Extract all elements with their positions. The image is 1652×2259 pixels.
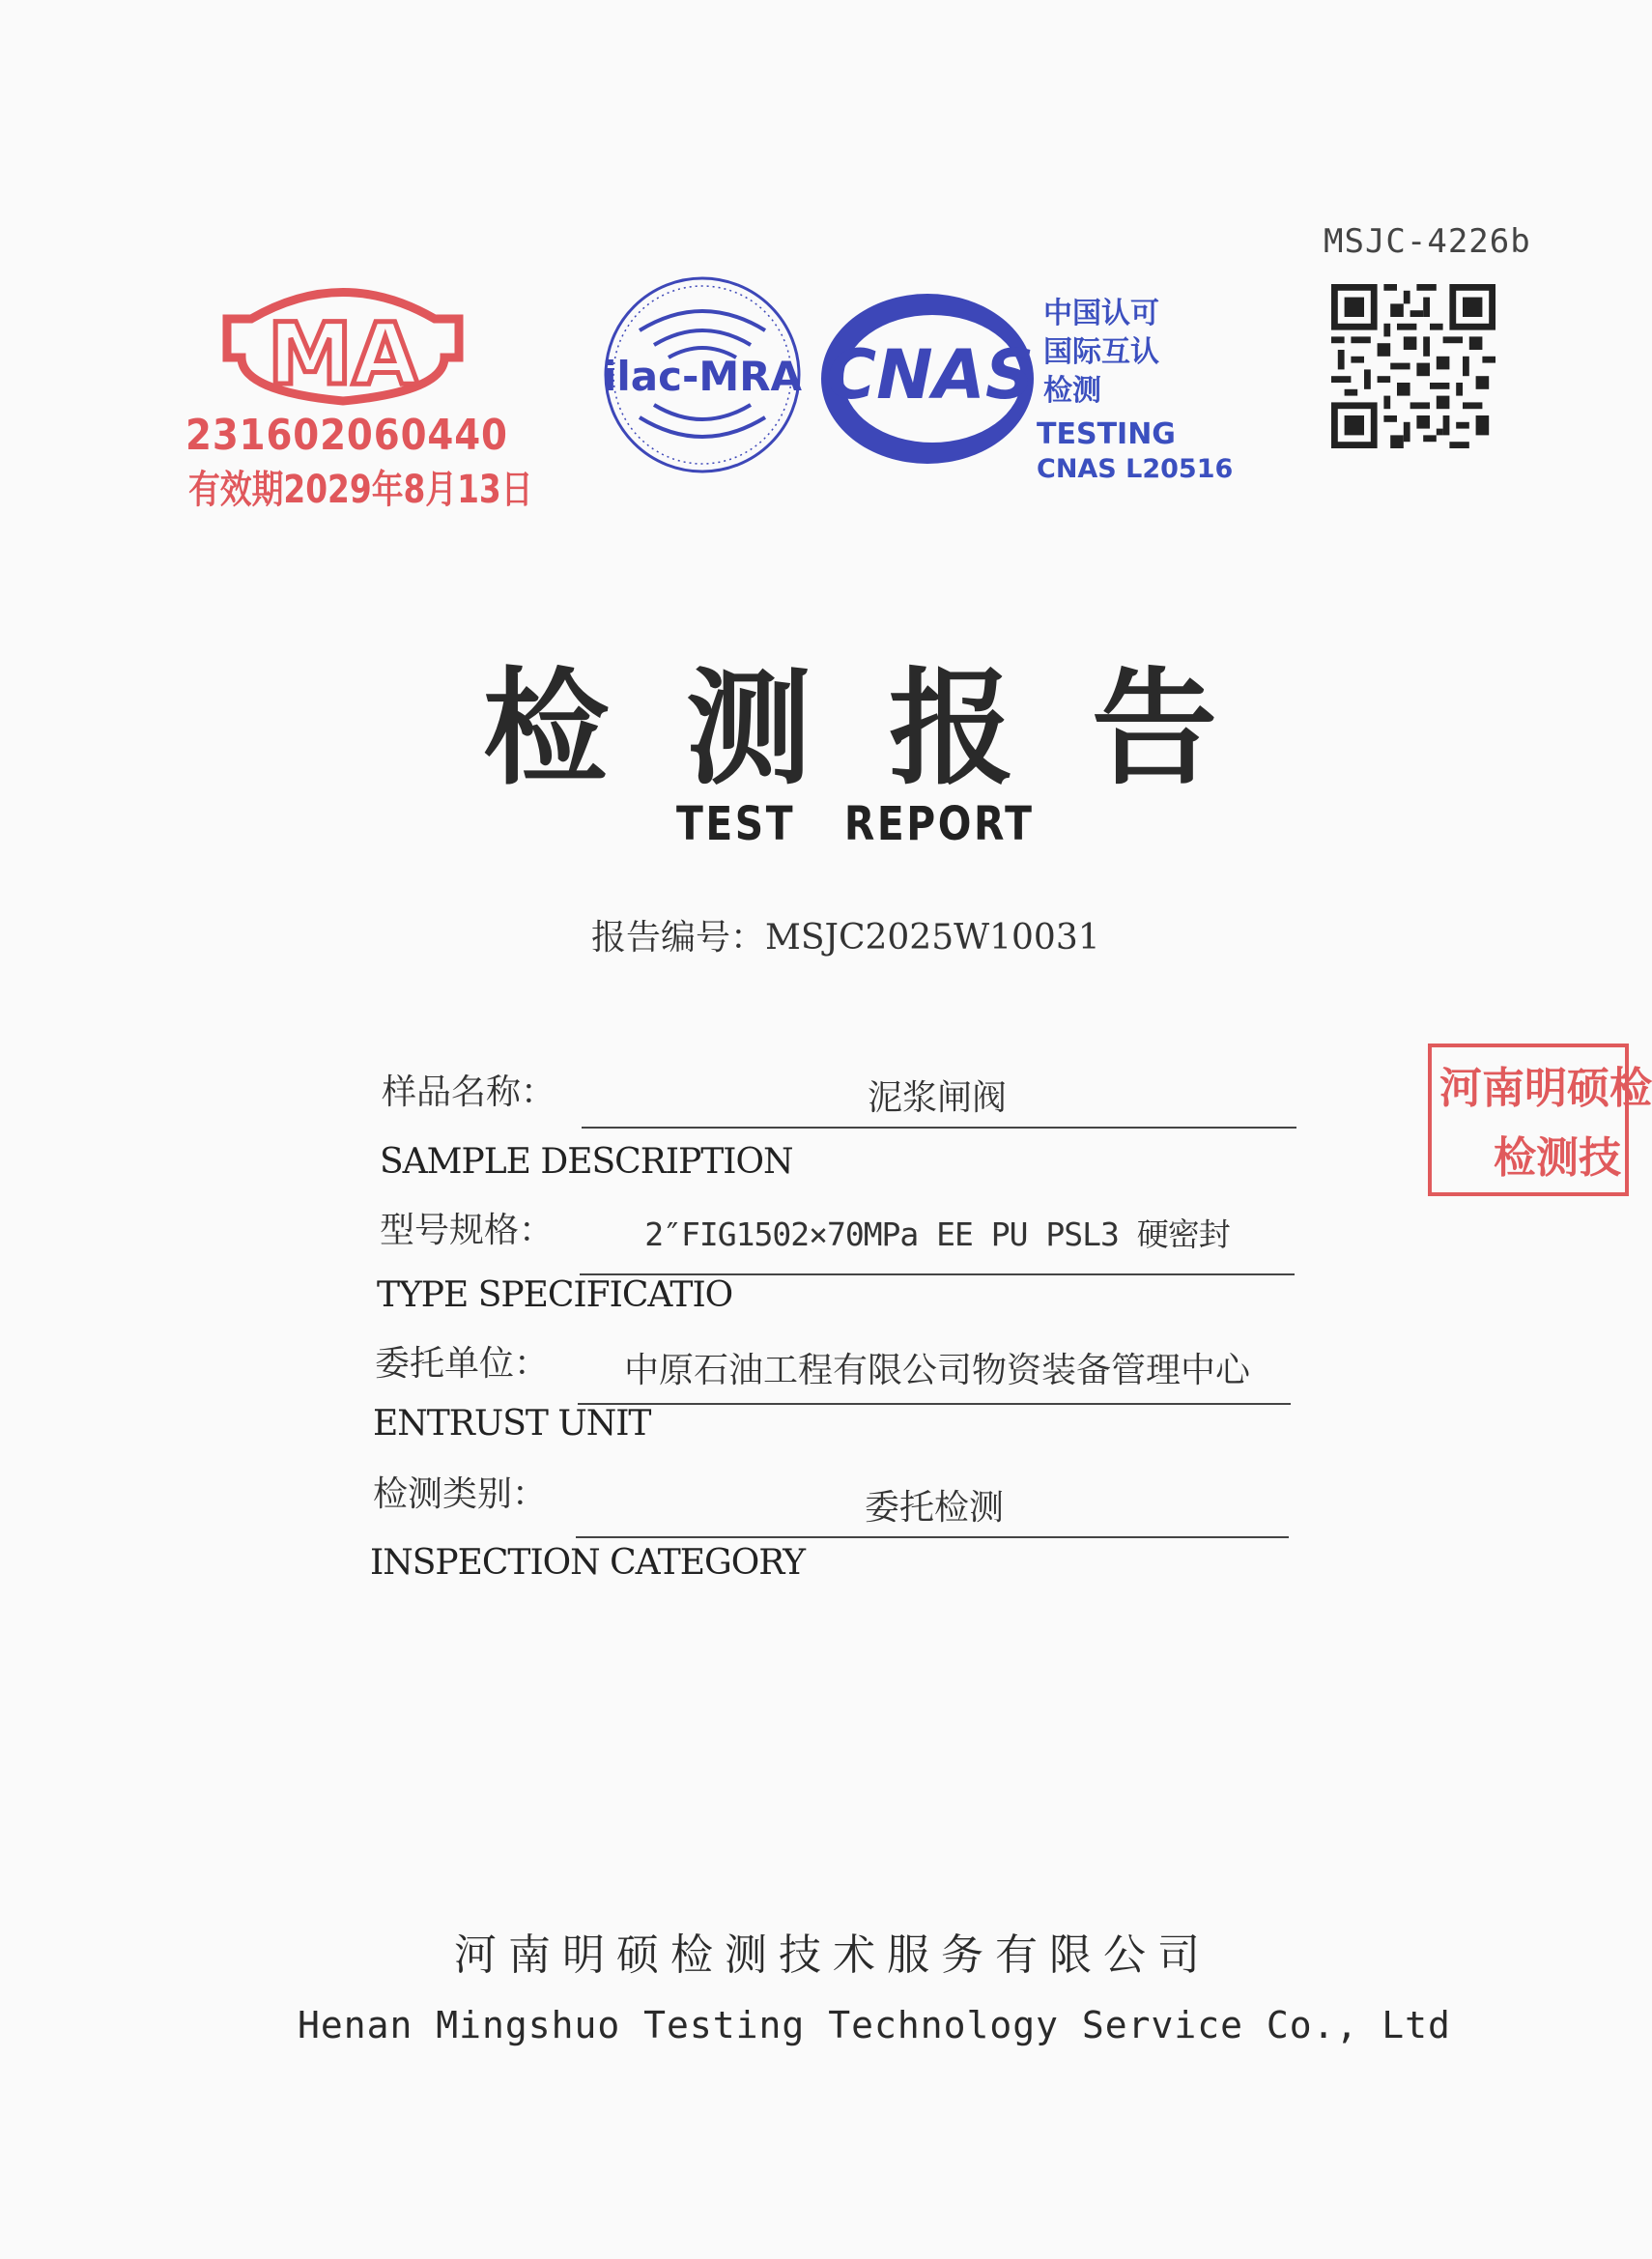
- underline: [576, 1536, 1289, 1538]
- svg-text:ilac-MRA: ilac-MRA: [602, 353, 803, 400]
- svg-text:CNAS: CNAS: [826, 335, 1035, 415]
- cnas-line2: 国际互认: [1043, 335, 1159, 369]
- title-char: 告: [1091, 654, 1217, 802]
- company-name-en: Henan Mingshuo Testing Technology Service Co., Ltd: [298, 2004, 1451, 2046]
- cma-validity: 有效期2029年8月13日: [188, 468, 533, 512]
- sample-description-label: SAMPLE DESCRIPTION: [380, 1142, 793, 1182]
- report-title-en: TEST REPORT: [676, 797, 1035, 851]
- title-char: 报: [888, 654, 1014, 802]
- cnas-line1: 中国认可: [1043, 297, 1159, 330]
- cnas-code: CNAS L20516: [1037, 454, 1234, 484]
- inspection-category-label: 检测类别：: [373, 1474, 548, 1514]
- type-spec-label: 型号规格：: [380, 1211, 555, 1250]
- entrust-unit-label: 委托单位：: [375, 1344, 550, 1384]
- entrust-unit-en-label: ENTRUST UNIT: [373, 1404, 651, 1444]
- inspection-category-en-label: INSPECTION CATEGORY: [370, 1543, 806, 1583]
- report-number: 报告编号：MSJC2025W10031: [591, 918, 1100, 958]
- company-seal-stamp: [1428, 1044, 1652, 1196]
- underline: [582, 1127, 1296, 1129]
- seal-line2: 检测技: [1494, 1133, 1621, 1183]
- title-char: 检: [483, 654, 610, 802]
- entrust-unit-value: 中原石油工程有限公司物资装备管理中心: [623, 1351, 1250, 1390]
- inspection-category-value: 委托检测: [864, 1488, 1004, 1528]
- svg-text:MA: MA: [268, 304, 418, 404]
- qr-code-icon: [1331, 282, 1495, 450]
- title-char: 测: [685, 654, 812, 802]
- type-spec-value: 2″FIG1502×70MPa EE PU PSL3 硬密封: [644, 1215, 1230, 1253]
- seal-line1: 河南明硕检: [1439, 1064, 1652, 1113]
- cnas-line3: 检测: [1043, 374, 1101, 408]
- ilac-mra-logo-icon: [601, 272, 804, 477]
- cnas-accreditation-text: [1043, 295, 1159, 411]
- report-title-zh: [483, 628, 1217, 809]
- cma-number: 231602060440: [185, 411, 508, 460]
- underline: [578, 1403, 1291, 1405]
- cnas-logo-icon: [807, 290, 1053, 464]
- sample-name-label: 样品名称：: [382, 1072, 556, 1112]
- cnas-testing-label: TESTING: [1037, 417, 1176, 451]
- type-specification-label: TYPE SPECIFICATIO: [377, 1275, 733, 1315]
- company-name-zh: 河南明硕检测技术服务有限公司: [454, 1930, 1211, 1980]
- sample-name-value: 泥浆闸阀: [867, 1078, 1007, 1118]
- document-code: MSJC-4226b: [1324, 222, 1531, 261]
